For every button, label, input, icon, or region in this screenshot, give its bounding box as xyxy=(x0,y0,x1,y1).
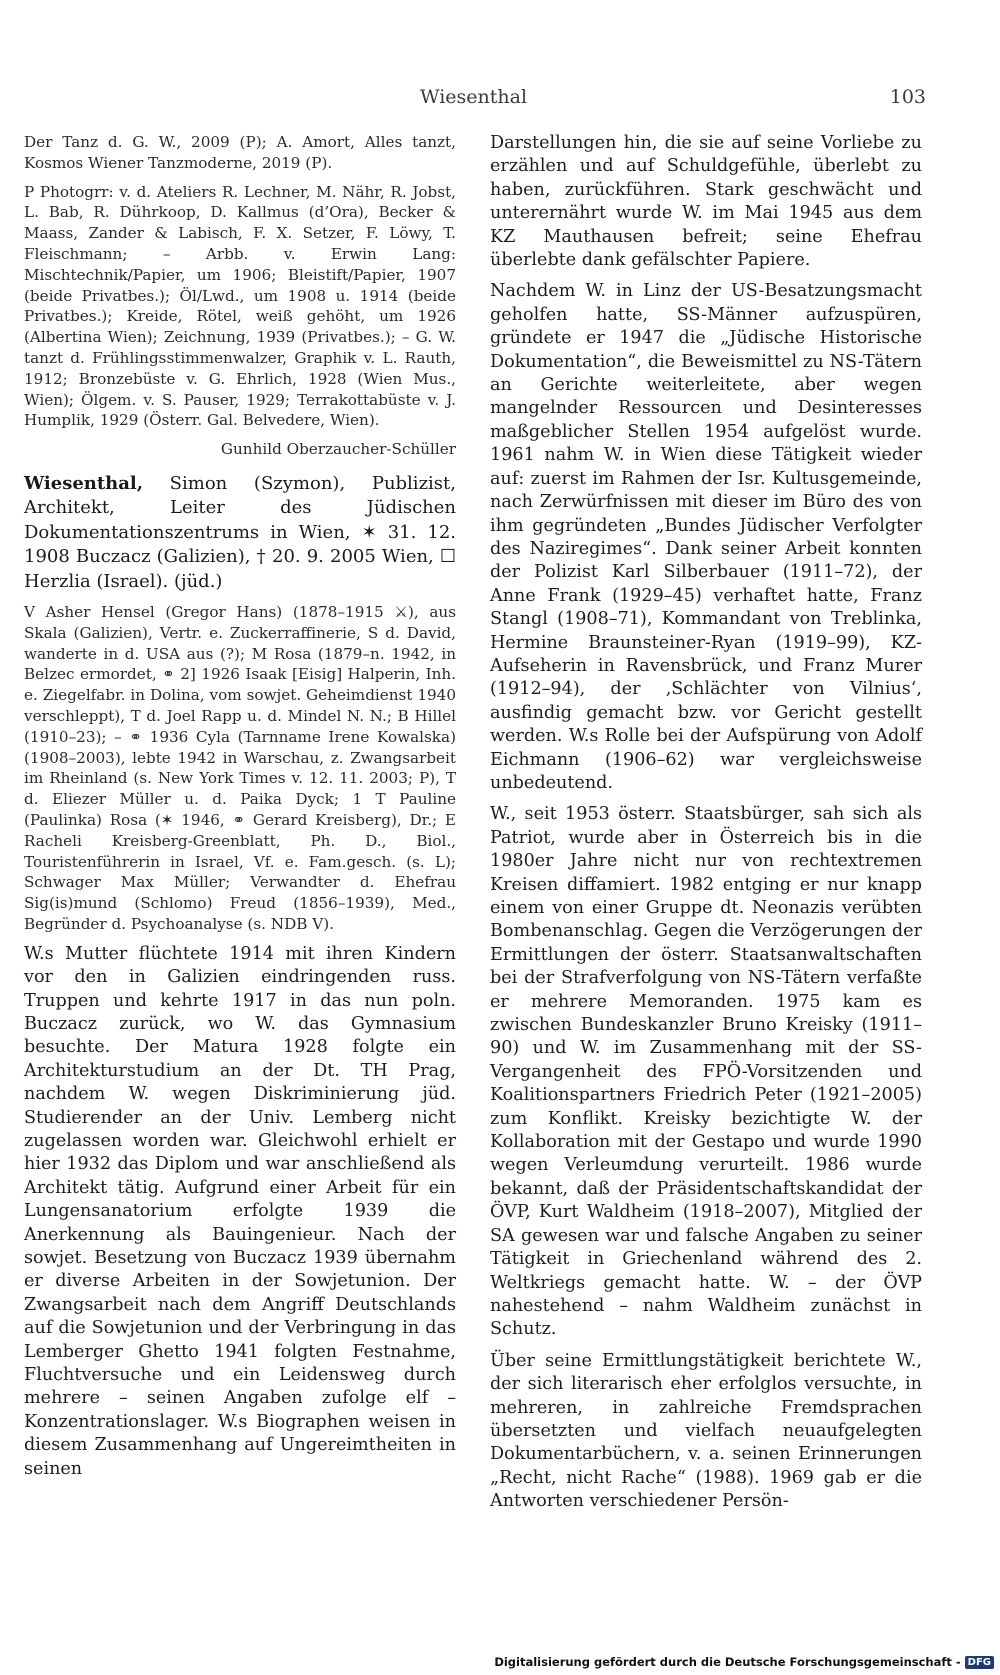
running-head: Wiesenthal xyxy=(420,86,528,108)
entry-summary: Simon (Szymon), Publizist, Architekt, Leiter des Jüdischen Dokumentationszentrums in Wien, ✶ 31. 12. 1908 Buczacz (Galizien), † 20. 9. 2005 Wien, ☐ Herzlia (Israel). (jüd.) xyxy=(24,472,456,592)
biography-paragraph-5: Über seine Ermittlungstätigkeit berichtete W., der sich literarisch eher erfolglos versuchte, in mehreren, in zahlreiche Fremdsprachen übersetzten und vielfach neuaufgelegten Dokumentarbüchern, v. a. seinen Erinnerungen „Recht, nicht Rache“ (1988). 1969 gab er die Antworten verschiedener Persön- xyxy=(490,1350,922,1512)
right-column xyxy=(490,132,922,1522)
genealogy-paragraph: V Asher Hensel (Gregor Hans) (1878–1915 ⚔), aus Skala (Galizien), Vertr. e. Zuckerraffinerie, S d. David, wanderte in d. USA aus (?); M Rosa (1879–n. 1942, in Belzec ermordet, ⚭ 2] 1926 Isaak [Eisig] Halperin, Inh. e. Ziegelfabr. in Dolina, vom sowjet. Geheimdienst 1940 verschleppt), T d. Joel Rapp u. d. Mindel N. N.; B Hillel (1910–23); – ⚭ 1936 Cyla (Tarnname Irene Kowalska) (1908–2003), lebte 1942 in Warschau, z. Zwangsarbeit im Rheinland (s. New York Times v. 12. 11. 2003; P), T d. Eliezer Müller u. d. Paika Dyck; 1 T Pauline (Paulinka) Rosa (✶ 1946, ⚭ Gerard Kreisberg), Dr.; E Racheli Kreisberg-Greenblatt, Ph. D., Biol., Touristenführerin in Israel, Vf. e. Fam.gesch. (s. L); Schwager Max Müller; Verwandter d. Ehefrau Sig(is)mund (Schlomo) Freud (1856–1939), Med., Begründer d. Psychoanalyse (s. NDB V). xyxy=(24,602,456,933)
entry-heading xyxy=(24,472,456,594)
biography-paragraph-3: Nachdem W. in Linz der US-Besatzungsmacht geholfen hatte, SS-Männer aufzuspüren, gründete er 1947 die „Jüdische Historische Dokumentation“, die Beweismittel zu NS-Tätern an Gerichte weiterleitete, aber wegen mangelnder Ressourcen und Desinteresses maßgeblicher Stellen 1954 aufgelöst wurde. 1961 nahm W. in Wien diese Tätigkeit wieder auf: zuerst im Rahmen der Isr. Kultusgemeinde, nach Zerwürfnissen mit dieser im Büro des von ihm gegründeten „Bundes Jüdischer Verfolgter des Naziregimes“. Dank seiner Arbeit konnten der Polizist Karl Silberbauer (1911–72), der Anne Frank (1929–45) verhaftet hatte, Franz Stangl (1908–71), Kommandant von Treblinka, Hermine Braunsteiner-Ryan (1919–99), KZ-Aufseherin in Ravensbrück, und Franz Murer (1912–94), der ‚Schlächter von Vilnius‘, ausfindig gemacht bzw. vor Gericht gestellt werden. W.s Rolle bei der Aufspürung von Adolf Eichmann (1906–62) war vergleichsweise unbedeutend. xyxy=(490,281,922,793)
biography-paragraph-4: W., seit 1953 österr. Staatsbürger, sah sich als Patriot, wurde aber in Österreich bis in die 1980er Jahre nicht nur von rechtextremen Kreisen diffamiert. 1982 entging er nur knapp einem von einer Gruppe dt. Neonazis verübten Bombenanschlag. Gegen die Verzögerungen der Ermittlungen der österr. Staatsanwaltschaften bei der Strafverfolgung von NS-Tätern verfaßte er mehrere Memoranden. 1975 kam es zwischen Bundeskanzler Bruno Kreisky (1911–90) und W. im Zusammenhang mit der SS-Vergangenheit des FPÖ-Vorsitzenden und Koalitionspartners Friedrich Peter (1921–2005) zum Konflikt. Kreisky bezichtigte W. der Kollaboration mit der Gestapo und wurde 1990 wegen Verleumdung verurteilt. 1986 wurde bekannt, daß der Präsidentschaftskandidat der ÖVP, Kurt Waldheim (1918–2007), Mitglied der SA gewesen war und falsche Angaben zu seiner Tätigkeit in Griechenland während des 2. Weltkriegs gemacht hatte. W. – der ÖVP nahestehend – nahm Waldheim zunächst in Schutz. xyxy=(490,804,922,1340)
portraits-paragraph: P Photogrr: v. d. Ateliers R. Lechner, M. Nähr, R. Jobst, L. Bab, R. Dührkoop, D. Kallmus (d’Ora), Becker & Maass, Zander & Labisch, F. X. Setzer, F. Löwy, T. Fleischmann; – Arbb. v. Erwin Lang: Mischtechnik/Papier, um 1906; Bleistift/Papier, 1907 (beide Privatbes.); Öl/Lwd., um 1908 u. 1914 (beide Privatbes.); Kreide, Rötel, weiß gehöht, um 1926 (Albertina Wien); Zeichnung, 1939 (Privatbes.); – G. W. tanzt d. Frühlingsstimmenwalzer, Graphik v. L. Rauth, 1912; Bronzebüste v. G. Ehrlich, 1928 (Wien Mus., Wien); Ölgem. v. S. Pauser, 1929; Terrakottabüste v. J. Humplik, 1929 (Österr. Gal. Belvedere, Wien). xyxy=(24,182,456,430)
footer-text: Digitalisierung gefördert durch die Deutsche Forschungsgemeinschaft - xyxy=(494,1655,961,1669)
page-number: 103 xyxy=(889,86,926,108)
biography-paragraph-1: W.s Mutter flüchtete 1914 mit ihren Kindern vor den in Galizien eindringenden russ. Truppen und kehrte 1917 in das nun poln. Buczacz zurück, wo W. das Gymnasium besuchte. Der Matura 1928 folgte ein Architekturstudium an der Dt. TH Prag, nachdem W. wegen Diskriminierung jüd. Studierender an der Univ. Lemberg nicht zugelassen worden war. Gleichwohl erhielt er hier 1932 das Diplom und war anschließend als Architekt tätig. Aufgrund einer Arbeit für ein Lungensanatorium erfolgte 1939 die Anerkennung als Bauingenieur. Nach der sowjet. Besetzung von Buczacz 1939 übernahm er diverse Arbeiten in der Sowjetunion. Der Zwangsarbeit nach dem Angriff Deutschlands auf die Sowjetunion und der Verbringung in das Lemberger Ghetto 1941 folgten Festnahme, Fluchtversuche und ein Leidensweg durch mehrere – seinen Angaben zufolge elf – Konzentrationslager. W.s Biographen weisen in diesem Zusammenhang auf Ungereimtheiten in seinen xyxy=(24,943,456,1479)
reference-paragraph: Der Tanz d. G. W., 2009 (P); A. Amort, Alles tanzt, Kosmos Wiener Tanzmoderne, 2019 (P). xyxy=(24,133,456,172)
left-column xyxy=(24,132,456,1489)
dfg-logo: DFG xyxy=(965,1656,994,1669)
entry-name: Wiesenthal, xyxy=(24,472,144,494)
article-author: Gunhild Oberzaucher-Schüller xyxy=(220,440,456,459)
digitization-footer xyxy=(494,1655,994,1669)
biography-paragraph-2: Darstellungen hin, die sie auf seine Vorliebe zu erzählen und auf Schuldgefühle, überlebt zu haben, zurückführen. Stark geschwächt und unterernährt wurde W. im Mai 1945 aus dem KZ Mauthausen befreit; seine Ehefrau überlebte dank gefälschter Papiere. xyxy=(490,133,922,271)
